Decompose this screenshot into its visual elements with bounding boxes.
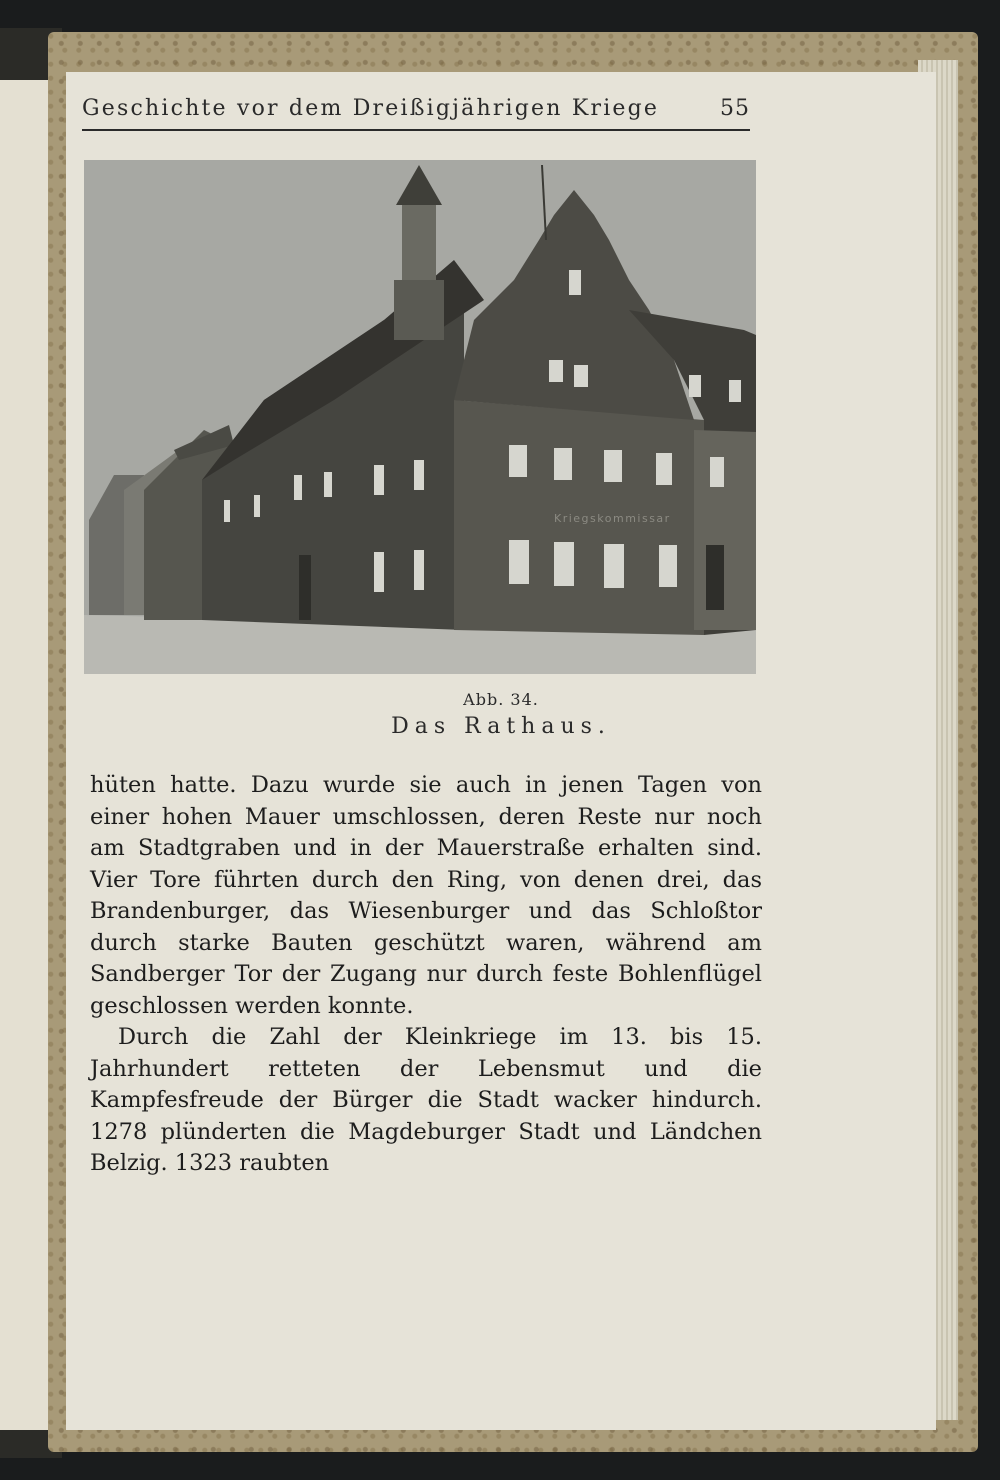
paragraph: hüten hatte. Dazu wurde sie auch in jenen Tagen von einer hohen Mauer umschlossen, deren Reste nur noch am Stadtgraben und in der Mauerstraße erhalten sind. Vier Tore führten durch den Ring, von denen drei, das Brandenburger, das Wiesenburger und das Schloßtor durch starke Bauten geschützt waren, während am Sandberger Tor der Zugang nur durch feste Bohlenflügel geschlossen werden konnte. xyxy=(90,772,762,1019)
figure-caption: Das Rathaus. xyxy=(391,714,611,739)
page-number: 55 xyxy=(720,96,750,121)
running-head xyxy=(82,96,750,131)
body-text xyxy=(90,770,762,1180)
town-hall-photo xyxy=(84,160,756,674)
previous-page-edge xyxy=(0,80,50,1430)
paragraph: Durch die Zahl der Kleinkriege im 13. bis 15. Jahrhundert retteten der Lebensmut und die Kampfesfreude der Bürger die Stadt wacker hindurch. 1278 plünderten die Magdeburger Stadt und Ländchen Belzig. 1323 raubten xyxy=(90,1024,762,1176)
facade-sign: Kriegskommissar xyxy=(554,512,671,525)
figure-label: Abb. 34. xyxy=(463,690,539,709)
running-head-title: Geschichte vor dem Dreißigjährigen Kriege xyxy=(82,96,660,121)
